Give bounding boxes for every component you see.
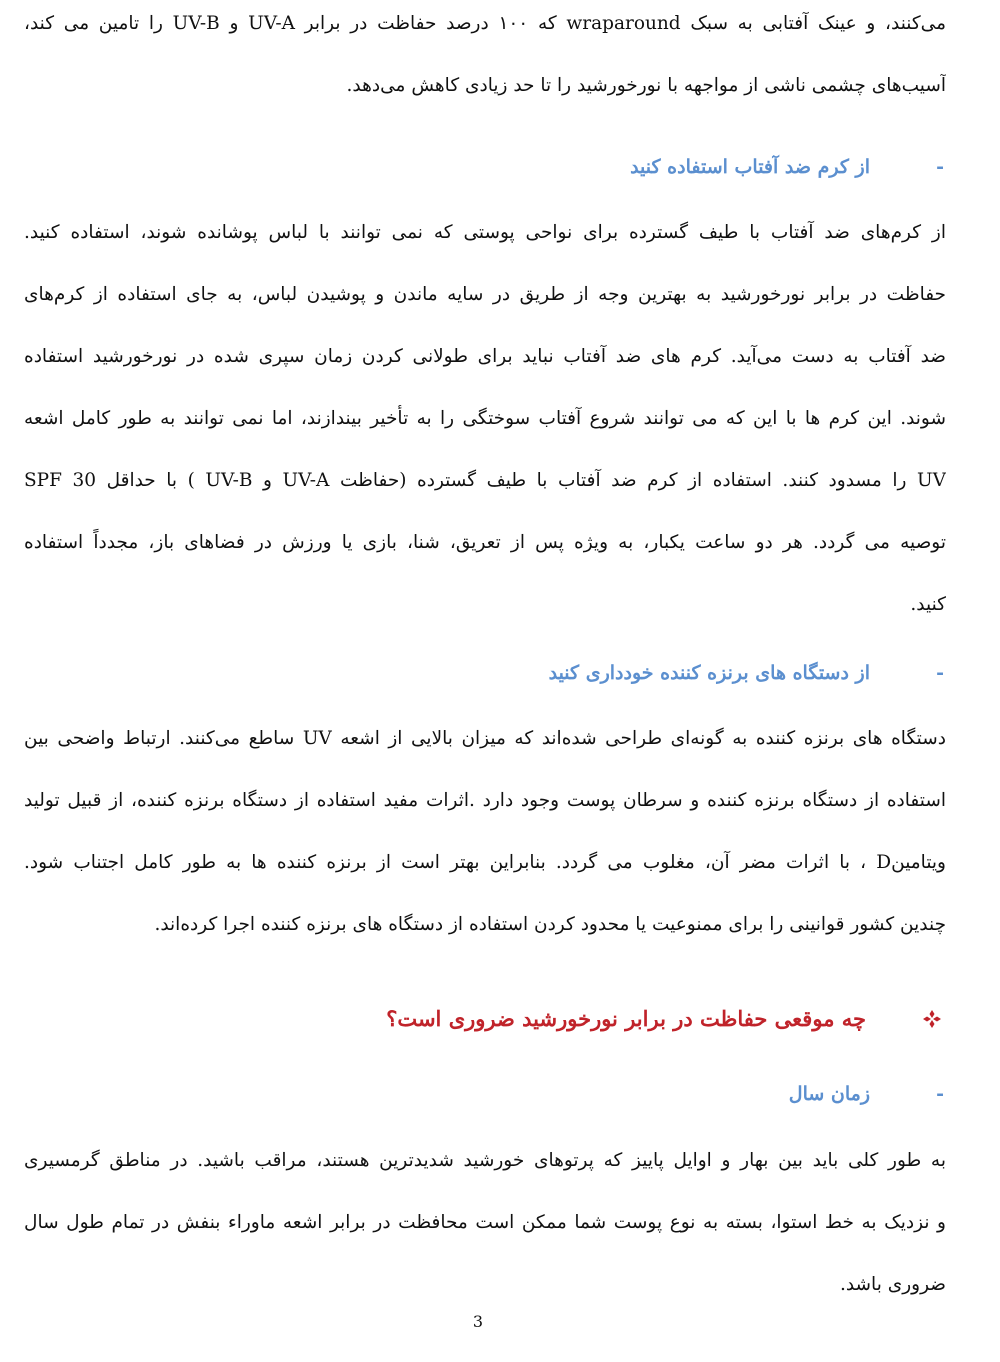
tanning-line-2: استفاده از دستگاه برنزه کننده و سرطان پوست وجود دارد .اثرات مفید استفاده از دستگاه برنزه کننده، از قبیل تولید	[24, 790, 946, 811]
subheading-dash: -	[936, 1083, 944, 1105]
sunscreen-line-5: UV را مسدود کنند. استفاده از کرم ضد آفتاب با طیف گسترده (حفاظت UV-A و UV-B ) با حداقل SPF 30	[24, 470, 946, 491]
sunscreen-line-4: شوند. این کرم ها با این که می توانند شروع آفتاب سوختگی را به تأخیر بیندازند، اما نمی توانند به طور کامل اشعه	[24, 408, 946, 429]
tanning-line-1: دستگاه های برنزه کننده به گونه‌ای طراحی شده‌اند که میزان بالایی از اشعه UV ساطع می‌کنند. ارتباط واضحی بین	[24, 728, 946, 749]
sunscreen-line-3: ضد آفتاب به دست می‌آید. کرم های ضد آفتاب نباید برای طولانی کردن زمان سپری شده در نورخورشید استفاده	[24, 346, 946, 367]
season-line-2: و نزدیک به خط استوا، بسته به نوع پوست شما ممکن است محافظت در برابر اشعه ماوراء بنفش در تمام طول سال	[24, 1212, 946, 1233]
tanning-line-3: ویتامینD ، با اثرات مضر آن، مغلوب می گردد. بنابراین بهتر است از برنزه کننده ها به طور کامل اجتناب شود.	[24, 852, 946, 873]
when-section-heading: چه موقعی حفاظت در برابر نورخورشید ضروری است؟	[386, 1006, 866, 1031]
season-line-3: ضروری باشد.	[839, 1274, 946, 1295]
tanning-heading: از دستگاه های برنزه کننده خودداری کنید	[548, 662, 870, 684]
intro-line-2: آسیب‌های چشمی ناشی از مواجهه با نورخورشید را تا حد زیادی کاهش می‌دهد.	[346, 75, 946, 96]
season-line-1: به طور کلی باید بین بهار و اوایل پاییز که پرتوهای خورشید شدیدترین هستند، مراقب باشید. در مناطق گرمسیری	[24, 1150, 946, 1171]
sunscreen-line-2: حفاظت در برابر نورخورشید به بهترین وجه از طریق در سایه ماندن و پوشیدن لباس، به جای استفاده از کرم‌های	[24, 284, 946, 305]
sunscreen-line-1: از کرم‌های ضد آفتاب با طیف گسترده برای نواحی پوستی که نمی توانند با لباس پوشانده شوند، استفاده کنید.	[24, 222, 946, 243]
sunscreen-heading: از کرم ضد آفتاب استفاده کنید	[630, 156, 870, 178]
intro-line-1: می‌کنند، و عینک آفتابی به سبک wraparound که ۱۰۰ درصد حفاظت در برابر UV-A و UV-B را تامین می کند،	[24, 13, 946, 34]
subheading-dash: -	[936, 156, 944, 178]
diamond-bullet-icon	[922, 1009, 942, 1029]
sunscreen-line-7: کنید.	[910, 594, 946, 615]
page-number: 3	[472, 1312, 484, 1331]
season-heading: زمان سال	[788, 1083, 870, 1105]
tanning-line-4: چندین کشور قوانینی را برای ممنوعیت یا محدود کردن استفاده از دستگاه های برنزه کننده اجرا کرده‌اند.	[154, 914, 946, 935]
sunscreen-line-6: توصیه می گردد. هر دو ساعت یکبار، به ویژه پس از تعریق، شنا، بازی یا ورزش در فضاهای باز، مجدداً استفاده	[24, 532, 946, 553]
subheading-dash: -	[936, 662, 944, 684]
